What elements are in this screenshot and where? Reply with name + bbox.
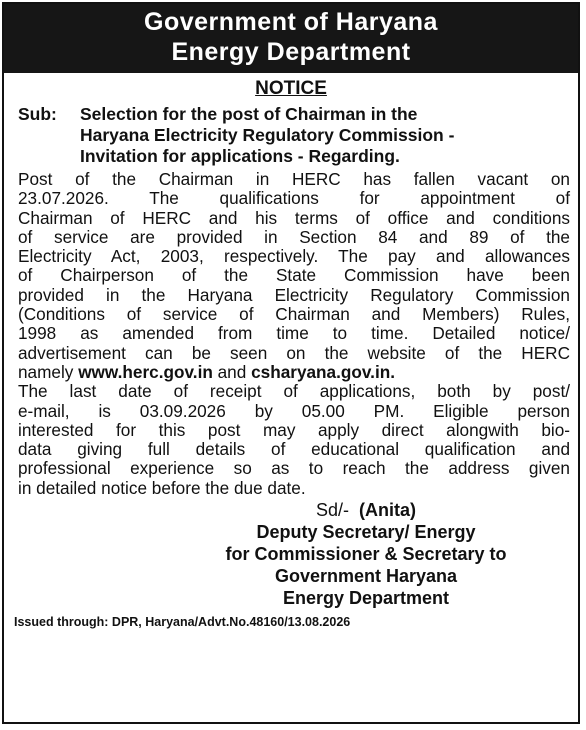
subject-line: Selection for the post of Chairman in the [80, 104, 418, 124]
paragraph1-line: Electricity Act, 2003, respectively. The pay and allowances [18, 246, 570, 267]
paragraph2-last-line: in detailed notice before the due date. [18, 477, 306, 498]
signatory-on-behalf: for Commissioner & Secretary to [225, 544, 507, 565]
signatory-department: Energy Department [282, 588, 450, 609]
paragraph2-line: e-mail, is 03.09.2026 by 05.00 PM. Eligible person [18, 400, 570, 421]
subject-label: Sub: [18, 104, 57, 124]
paragraph1-line: Post of the Chairman in HERC has fallen vacant on [18, 169, 570, 189]
signature-block [154, 499, 578, 609]
notice-title: NOTICE [255, 78, 327, 99]
paragraph1-line: Chairman of HERC and his terms of office and conditions [18, 207, 570, 228]
notice-body [4, 167, 578, 498]
header-banner [4, 4, 578, 73]
paragraph2-line: data giving full details of educational qualification and [18, 439, 570, 460]
paragraph1-last-line: namely www.herc.gov.in and csharyana.gov.in. [18, 361, 395, 382]
paragraph1-line: provided in the Haryana Electricity Regulatory Commission [18, 284, 570, 305]
signatory-name: (Anita) [359, 500, 417, 521]
subject-line: Invitation for applications - Regarding. [80, 146, 400, 166]
subject-block [4, 100, 578, 167]
paragraph1-line: of service are provided in Section 84 and 89 of the [18, 226, 570, 247]
paragraph2-line: interested for this post may apply direct alongwith bio- [18, 419, 570, 440]
signatory-government: Government Haryana [274, 566, 458, 587]
website-link-csharyana[interactable]: csharyana.gov.in. [251, 361, 395, 382]
paragraph2-line: The last date of receipt of applications, both by post/ [18, 381, 570, 402]
paragraph1-line: of Chairperson of the State Commission have been [18, 265, 570, 286]
notice-frame [2, 2, 580, 724]
header-government: Government of Haryana [144, 8, 438, 36]
paragraph1-line: (Conditions of service of Chairman and Members) Rules, [18, 304, 570, 325]
paragraph1-line: advertisement can be seen on the website of the HERC [18, 342, 570, 363]
signature-name-line [154, 499, 578, 521]
signature-sd: Sd/- [315, 500, 349, 521]
header-department: Energy Department [171, 38, 411, 66]
issued-through: Issued through: DPR, Haryana/Advt.No.48160/13.08.2026 [14, 615, 351, 630]
paragraph1-line: 23.07.2026. The qualifications for appointment of [18, 188, 570, 209]
paragraph1-line: 1998 as amended from time to time. Detailed notice/ [18, 323, 570, 344]
subject-text [80, 104, 570, 167]
paragraph2-line: professional experience so as to reach the address given [18, 458, 570, 479]
signatory-designation: Deputy Secretary/ Energy [256, 522, 476, 543]
website-link-herc[interactable]: www.herc.gov.in [78, 361, 213, 382]
subject-line: Haryana Electricity Regulatory Commission - [80, 125, 455, 145]
